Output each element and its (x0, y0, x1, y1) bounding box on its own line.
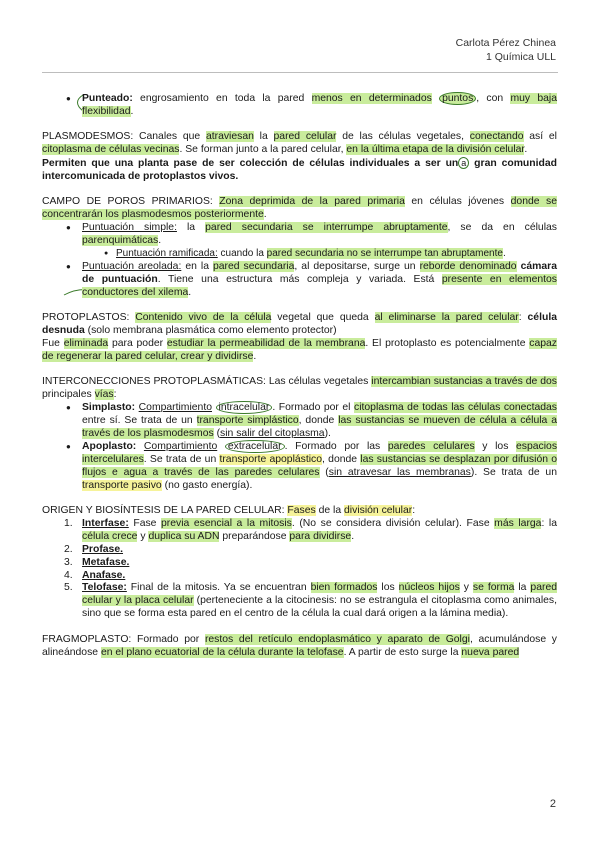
puntuacion-list-2 (42, 261, 557, 300)
page-number: 2 (549, 798, 556, 810)
plasmodesmos-paragraph: PLASMODESMOS: Canales que atraviesan la pared celular de las células vegetales, conectando así el citoplasma de células vecinas. Se forman junto a la pared celular, en la última etapa de la división celular. (42, 131, 557, 156)
list-item: 1. Interfase: Fase previa esencial a la mitosis. (No se considera división celular). Fase más larga: la célula crece y duplica su ADN preparándose para dividirse. (64, 517, 558, 542)
list-item: ● Apoplasto: Compartimiento extracelular . Formado por las paredes celulares y los espacios intercelulares. Se trata de un transporte apoplástico, donde las sustancias se desplazan por difusión o flujos e agua a través de las paredes celulares (sin atravesar las membranas). Se trata de un transporte pasivo (no gasto energía). (82, 441, 557, 493)
list-item: ● Simplasto: Compartimiento intracelular . Formado por el citoplasma de todas las células conectadas entre sí. Se trata de un transporte simplástico, donde las sustancias se mueven de célula a célula a través de los plasmodesmos (sin salir del citoplasma). (82, 402, 557, 441)
course-label: 1 Química ULL (485, 51, 556, 63)
list-item: 3. Metafase. (64, 556, 130, 568)
page-header (456, 36, 556, 64)
puntuacion-list (42, 222, 557, 248)
protoplastos-paragraph-2: Fue eliminada para poder estudiar la permeabilidad de la membrana. El protoplasto es potencialmente capaz de regenerar la pared celular, crear y dividirse. (42, 338, 557, 362)
list-item: 2. Profase. (64, 543, 124, 555)
fases-list (42, 518, 557, 621)
list-item: 4. Anafase. (64, 569, 126, 581)
puntuacion-sublist (42, 248, 557, 261)
plasmodesmos-bold-note: Permiten que una planta pase de ser colección de células individuales a ser un a gran comunidad intercomunicada de protoplastos vivos. (42, 158, 557, 183)
circled-word: puntos (439, 92, 476, 105)
vias-list (42, 402, 557, 492)
protoplastos-paragraph: PROTOPLASTOS: Contenido vivo de la célula vegetal que queda al eliminarse la pared celular: célula desnuda (solo membrana plasmática como elemento protector) (42, 312, 557, 337)
term-punteado: Punteado: (82, 93, 133, 104)
list-item: ● Puntuación simple: la pared secundaria se interrumpe abruptamente, se da en células parenquimáticas. (82, 222, 557, 248)
campo-poros-paragraph: CAMPO DE POROS PRIMARIOS: Zona deprimida de la pared primaria en células jóvenes donde se concentrarán los plasmodesmos posteriormente. (42, 196, 558, 221)
author-name: Carlota Pérez Chinea (455, 37, 556, 49)
list-item: ● Punteado: engrosamiento en toda la pared menos en determinados puntos , con muy baja flexibilidad. (82, 93, 557, 119)
header-divider (42, 72, 558, 73)
fragmoplasto-paragraph: FRAGMOPLASTO: Formado por restos del retículo endoplasmático y aparato de Golgi, acumulándose y alineándose en el plano ecuatorial de la célula durante la telofase. A partir de esto surge la nueva pared (42, 633, 557, 658)
punteado-list (42, 93, 557, 119)
document-body (42, 93, 557, 659)
list-item: ● Puntuación ramificada: cuando la pared secundaria no se interrumpe tan abruptamente. (116, 248, 557, 261)
list-item: ● Puntuación areolada: en la pared secundaria, al depositarse, surge un reborde denominado cámara de puntuación. Tiene una estructura más compleja y variada. Está presente en elementos conductores del xilema. (82, 261, 557, 300)
origen-paragraph: ORIGEN Y BIOSÍNTESIS DE LA PARED CELULAR: Fases de la división celular: (42, 504, 416, 516)
interconexiones-paragraph: INTERCONECCIONES PROTOPLASMÁTICAS: Las células vegetales intercambian sustancias a través de dos principales vías: (42, 376, 557, 401)
list-item: 5. Telofase: Final de la mitosis. Ya se encuentran bien formados los núcleos hijos y se forma la pared celular y la placa celular (perteneciente a la citocinesis: no se estrangula el citoplasma como animales, sino que se forma esta pared en el centro de la célula la cual dará origen a la lámina media). (64, 582, 557, 620)
